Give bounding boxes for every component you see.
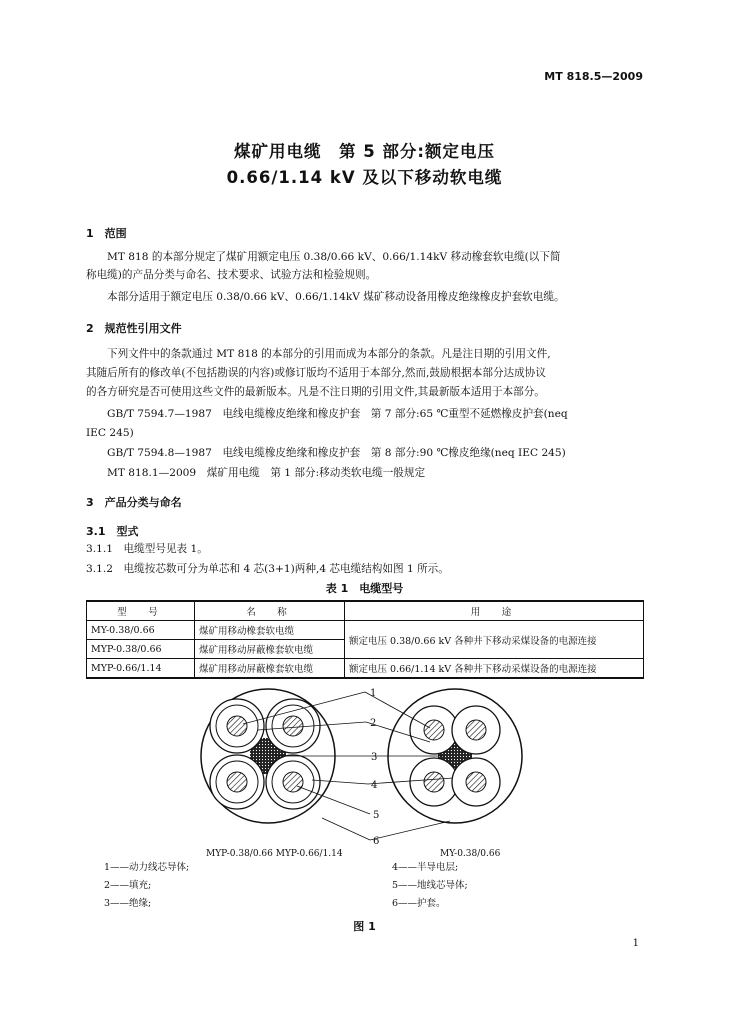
table-cell-model: MYP-0.66/1.14 bbox=[87, 659, 195, 679]
callout-1: 1 bbox=[370, 688, 377, 699]
reference-2: GB/T 7594.8—1987 电线电缆橡皮绝缘和橡皮护套 第 8 部分:90 ℃橡皮绝缘(neq IEC 245) bbox=[107, 447, 566, 459]
legend-item: 1——动力线芯导体; bbox=[104, 862, 190, 873]
core-bottom-left bbox=[210, 755, 264, 809]
table-cell-name: 煤矿用移动屏蔽橡套软电缆 bbox=[195, 640, 345, 659]
figure-right-label: MY-0.38/0.66 bbox=[440, 849, 501, 859]
legend-item: 2——填充; bbox=[104, 880, 152, 891]
core-bottom-right bbox=[452, 758, 500, 806]
core-bottom-right bbox=[266, 755, 320, 809]
clause-3-1-2: 3.1.2 电缆按芯数可分为单芯和 4 芯(3+1)两种,4 芯电缆结构如图 1 所示。 bbox=[86, 563, 449, 575]
reference-3: MT 818.1—2009 煤矿用电缆 第 1 部分:移动类软电缆一般规定 bbox=[107, 467, 426, 479]
section-2-para-1a: 下列文件中的条款通过 MT 818 的本部分的引用而成为本部分的条款。凡是注日期的引用文件, bbox=[107, 348, 551, 360]
callout-3: 3 bbox=[371, 752, 378, 763]
section-1-heading: 1 范围 bbox=[86, 227, 127, 240]
core-bottom-left bbox=[410, 758, 458, 806]
cable-model-table bbox=[86, 600, 644, 679]
section-2-heading: 2 规范性引用文件 bbox=[86, 322, 182, 335]
legend-item: 3——绝缘; bbox=[104, 898, 152, 909]
table-header-name: 名 称 bbox=[195, 601, 345, 621]
table-cell-model: MYP-0.38/0.66 bbox=[87, 640, 195, 659]
section-2-para-1c: 的各方研究是否可使用这些文件的最新版本。凡是不注日期的引用文件,其最新版本适用于本部分。 bbox=[86, 386, 545, 398]
table-header-row bbox=[87, 601, 644, 621]
section-1-para-1a: MT 818 的本部分规定了煤矿用额定电压 0.38/0.66 kV、0.66/1.14kV 移动橡套软电缆(以下简 bbox=[107, 251, 561, 263]
callout-6: 6 bbox=[373, 836, 380, 847]
legend-item: 5——地线芯导体; bbox=[392, 880, 468, 891]
legend-item: 6——护套。 bbox=[392, 898, 446, 909]
table-row bbox=[87, 621, 644, 640]
table-1-caption: 表 1 电缆型号 bbox=[325, 582, 404, 595]
table-header-use: 用 途 bbox=[345, 601, 644, 621]
table-header-model: 型 号 bbox=[87, 601, 195, 621]
table-cell-name: 煤矿用移动屏蔽橡套软电缆 bbox=[195, 659, 345, 679]
section-1-para-1b: 称电缆)的产品分类与命名、技术要求、试验方法和检验规则。 bbox=[86, 269, 377, 281]
table-cell-use: 额定电压 0.38/0.66 kV 各种井下移动采煤设备的电源连接 bbox=[345, 621, 644, 659]
core-top-right bbox=[452, 706, 500, 754]
figure-1-caption: 图 1 bbox=[353, 920, 376, 933]
callout-2: 2 bbox=[370, 718, 377, 729]
figure-left-label: MYP-0.38/0.66 MYP-0.66/1.14 bbox=[206, 849, 343, 859]
table-cell-use: 额定电压 0.66/1.14 kV 各种井下移动采煤设备的电源连接 bbox=[345, 659, 644, 679]
reference-1b: IEC 245) bbox=[86, 427, 134, 439]
document-title-line2: 0.66/1.14 kV 及以下移动软电缆 bbox=[226, 168, 503, 187]
core-top-left bbox=[210, 699, 264, 753]
section-3-1-heading: 3.1 型式 bbox=[86, 525, 139, 538]
document-title-line1: 煤矿用电缆 第 5 部分:额定电压 bbox=[233, 142, 496, 161]
callout-5: 5 bbox=[373, 810, 380, 821]
section-2-para-1b: 其随后所有的修改单(不包括勘误的内容)或修订版均不适用于本部分,然而,鼓励根据本部分达成协议 bbox=[86, 367, 546, 379]
table-cell-model: MY-0.38/0.66 bbox=[87, 621, 195, 640]
callout-4: 4 bbox=[371, 780, 378, 791]
section-3-heading: 3 产品分类与命名 bbox=[86, 496, 182, 509]
table-row bbox=[87, 659, 644, 679]
cable-cross-section-figure bbox=[0, 680, 729, 860]
standard-number: MT 818.5—2009 bbox=[544, 70, 643, 83]
reference-1a: GB/T 7594.7—1987 电线电缆橡皮绝缘和橡皮护套 第 7 部分:65 ℃重型不延燃橡皮护套(neq bbox=[107, 408, 568, 420]
page-number: 1 bbox=[632, 938, 639, 949]
clause-3-1-1: 3.1.1 电缆型号见表 1。 bbox=[86, 543, 208, 555]
table-cell-name: 煤矿用移动橡套软电缆 bbox=[195, 621, 345, 640]
legend-item: 4——半导电层; bbox=[392, 862, 459, 873]
section-1-para-2: 本部分适用于额定电压 0.38/0.66 kV、0.66/1.14kV 煤矿移动设备用橡皮绝缘橡皮护套软电缆。 bbox=[107, 291, 565, 303]
core-top-left bbox=[410, 706, 458, 754]
